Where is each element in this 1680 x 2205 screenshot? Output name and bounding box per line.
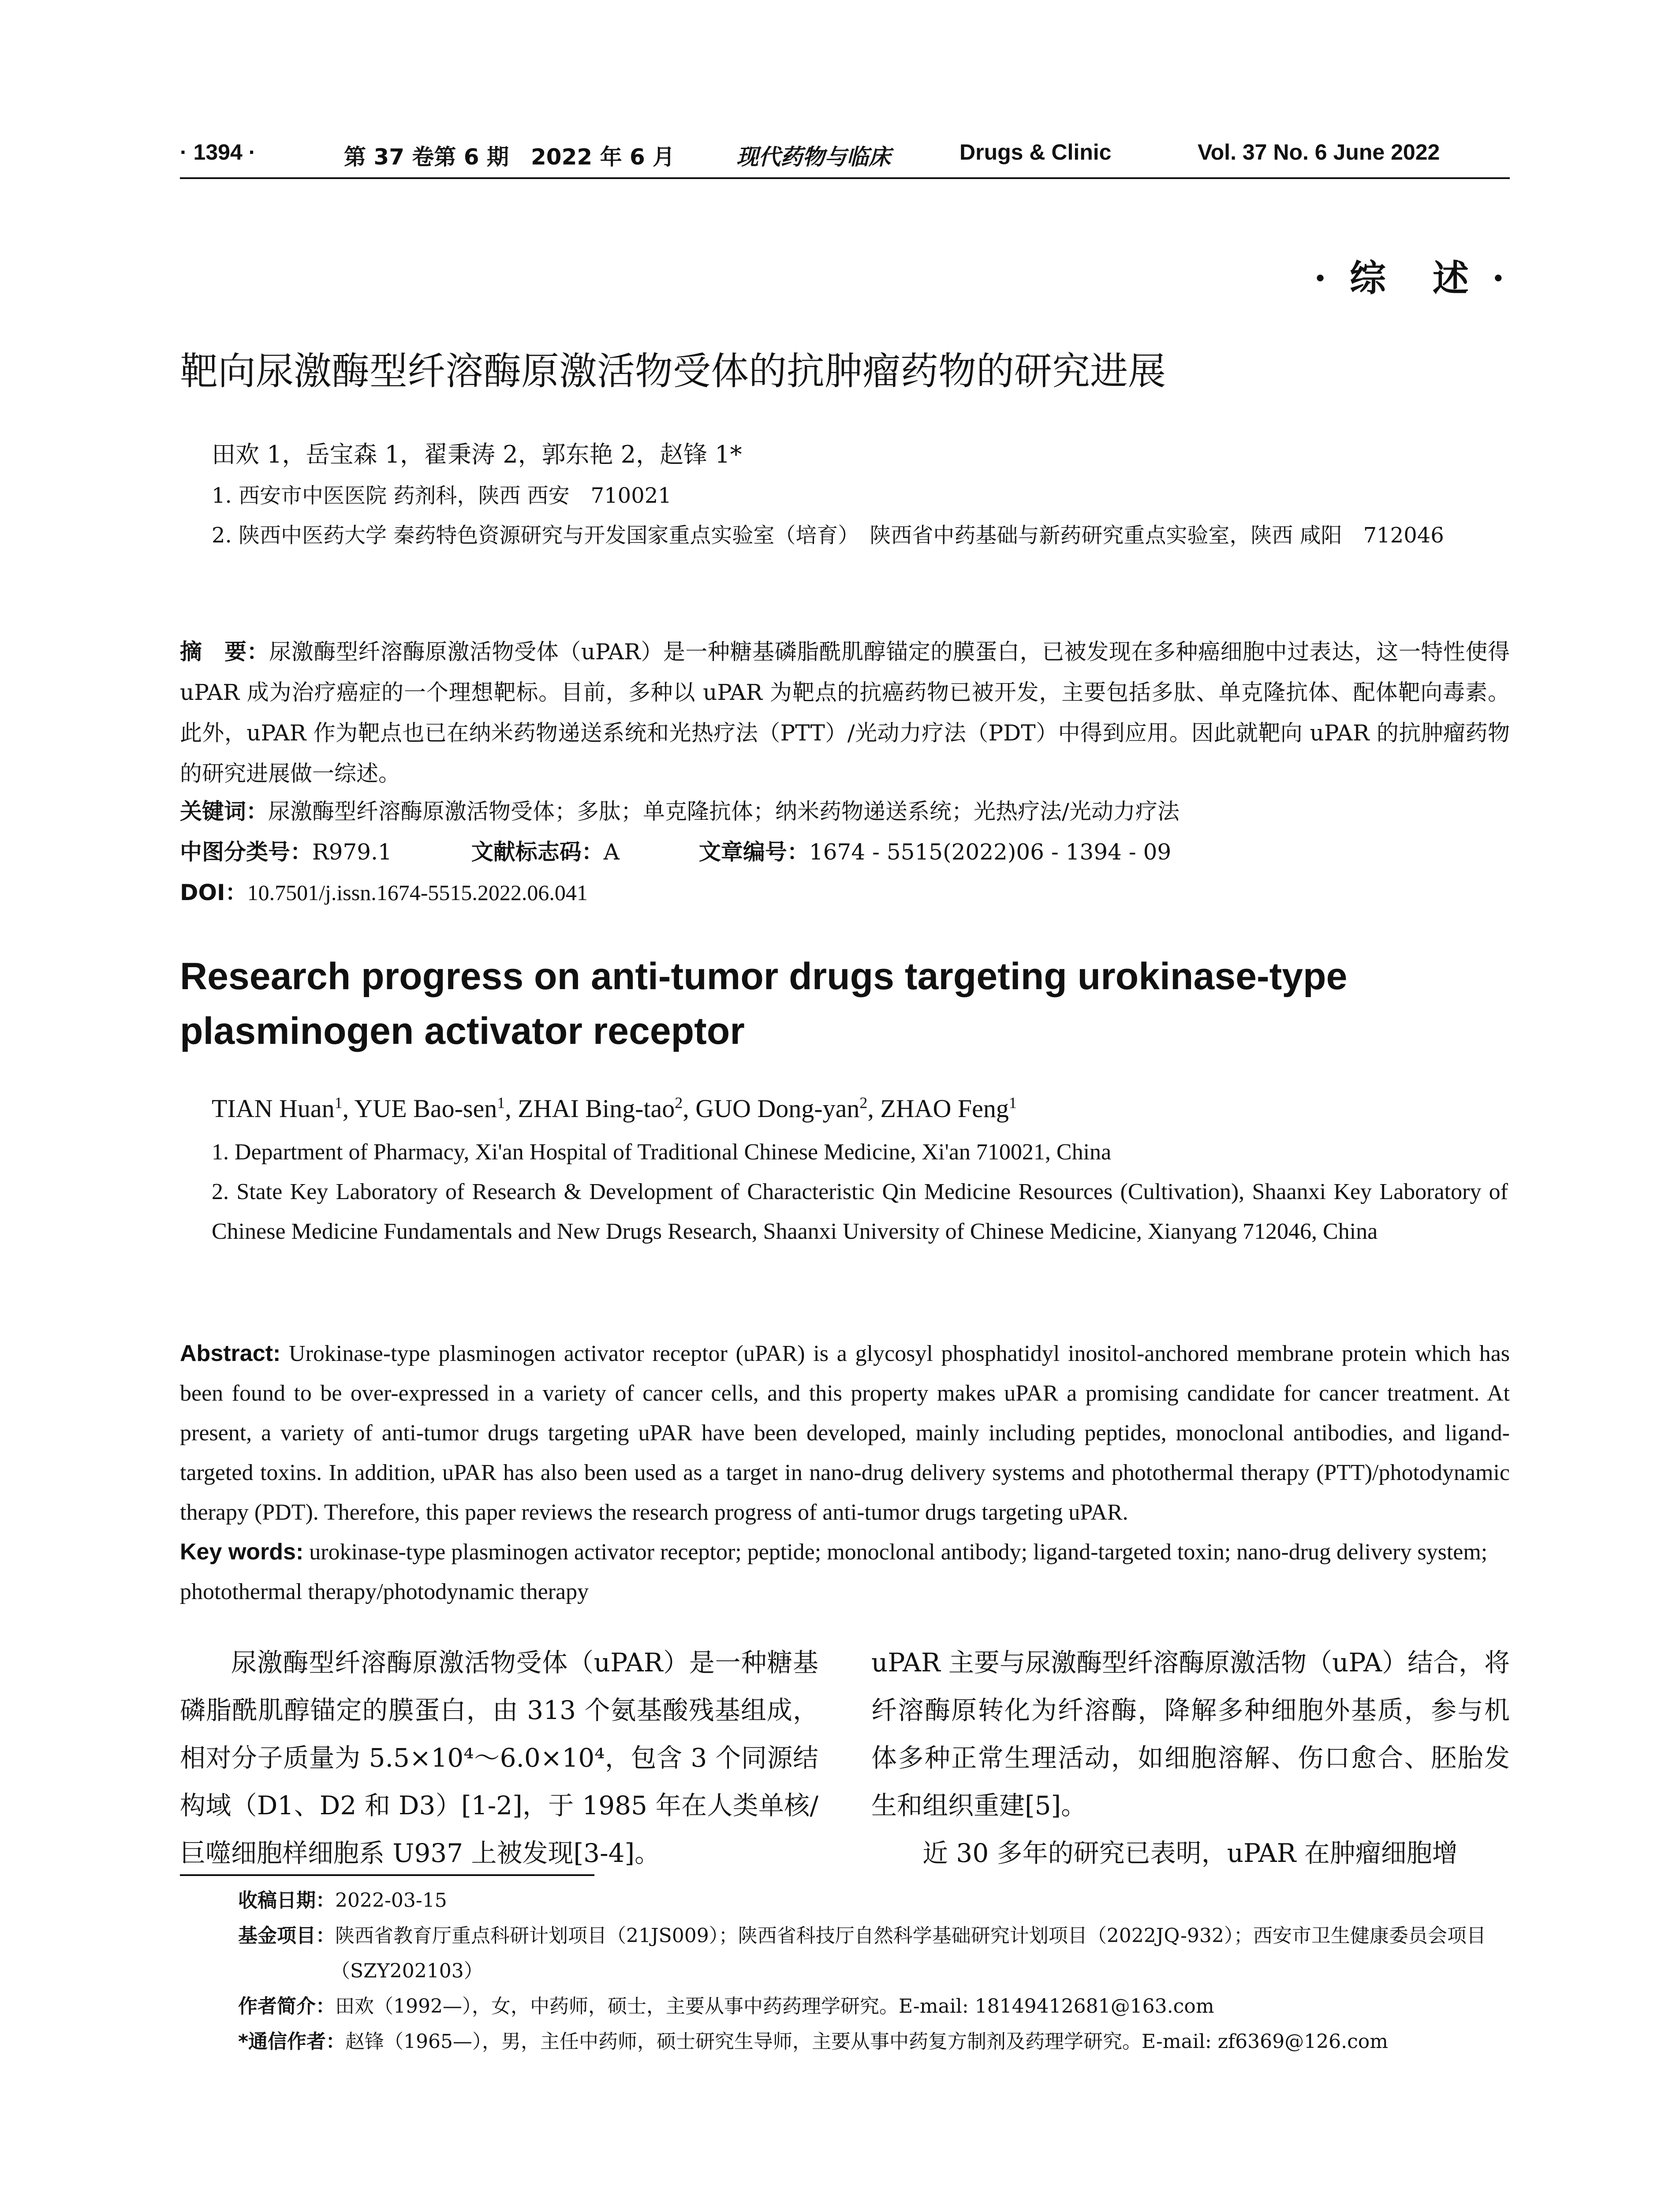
title-en: Research progress on anti-tumor drugs targeting urokinase-type plasminogen activator receptor (180, 955, 1348, 1052)
abstract-en-label: Abstract: (180, 1341, 281, 1366)
footnote-rule (180, 1874, 594, 1876)
keywords-en-text: urokinase-type plasminogen activator receptor; peptide; monoclonal antibody; ligand-targeted toxin; nano-drug delivery system; photothermal therapy/photodynamic therapy (180, 1540, 1488, 1604)
author-en-1: TIAN Huan$^1$, (212, 1094, 355, 1123)
header-rule (180, 177, 1510, 179)
abstract-cn (180, 632, 1510, 794)
title-cn: 靶向尿激酶型纤溶酶原激活物受体的抗肿瘤药物的研究进展 (180, 349, 1166, 393)
body-column-right (871, 1639, 1510, 1877)
author-en-3: ZHAI Bing-tao$^2$, (518, 1094, 696, 1123)
affiliation-en-1: 1. Department of Pharmacy, Xi'an Hospital of Traditional Chinese Medicine, Xi'an 710021, China (212, 1140, 1112, 1165)
header-volume-cn: 第 37 卷第 6 期 2022 年 6 月 (344, 144, 675, 170)
article-number-label: 文章编号： (698, 839, 809, 865)
header-journal-en: Drugs & Clinic (959, 140, 1112, 164)
body-column-left (180, 1639, 818, 1877)
doi-line (180, 875, 588, 907)
author-bio-value: 田欢（1992—），女，中药师，硕士，主要从事中药药理学研究。E-mail: 18149412681@163.com (335, 1995, 1214, 2018)
affiliation-cn-1: 1. 西安市中医医院 药剂科，陕西 西安 710021 (212, 483, 672, 508)
doi-value: 10.7501/j.issn.1674-5515.2022.06.041 (247, 880, 588, 905)
clc-value: R979.1 (312, 839, 392, 865)
abstract-cn-label: 摘 要： (180, 639, 269, 665)
corresponding-value: 赵锋（1965—），男，主任中药师，硕士研究生导师，主要从事中药复方制剂及药理学研究。E-mail: zf6369@126.com (345, 2030, 1388, 2053)
author-en-4: GUO Dong-yan$^2$, (695, 1094, 881, 1123)
keywords-cn-text: 尿激酶型纤溶酶原激活物受体；多肽；单克隆抗体；纳米药物递送系统；光热疗法/光动力疗法 (268, 799, 1180, 824)
doc-code-label: 文献标志码： (471, 839, 604, 865)
fund-label: 基金项目： (238, 1925, 335, 1947)
authors-cn: 田欢 1，岳宝森 1，翟秉涛 2，郭东艳 2，赵锋 1* (212, 441, 742, 468)
abstract-en (180, 1334, 1510, 1532)
keywords-en (180, 1532, 1510, 1612)
received-label: 收稿日期： (238, 1889, 335, 1912)
body-paragraph-3: 近 30 多年的研究已表明，uPAR 在肿瘤细胞增 (922, 1838, 1458, 1868)
classification-line (180, 834, 1171, 866)
keywords-cn (180, 794, 1180, 826)
footnote-fund (238, 1918, 1508, 1989)
author-en-2: YUE Bao-sen$^1$, (354, 1094, 518, 1123)
section-tag: · 综 述 · (1314, 257, 1510, 299)
affiliation-cn-2: 2. 陕西中医药大学 秦药特色资源研究与开发国家重点实验室（培育） 陕西省中药基础与新药研究重点实验室，陕西 咸阳 712046 (212, 523, 1444, 548)
doc-code-value: A (603, 839, 620, 865)
clc-label: 中图分类号： (180, 839, 312, 865)
keywords-en-label: Key words: (180, 1539, 304, 1565)
footnote-received (238, 1883, 1508, 1918)
corresponding-label: *通信作者： (238, 2030, 346, 2053)
keywords-cn-label: 关键词： (180, 799, 268, 824)
abstract-en-text: Urokinase-type plasminogen activator receptor (uPAR) is a glycosyl phosphatidyl inositol-anchored membrane protein which has been found to be over-expressed in a variety of cancer cells, and this property makes uPAR a promising candidate for cancer treatment. At present, a variety of anti-tumor drugs targeting uPAR have been developed, mainly including peptides, monoclonal antibodies, and ligand-targeted toxins. In addition, uPAR has also been used as a target in nano-drug delivery systems and photothermal therapy (PTT)/photodynamic therapy (PDT). Therefore, this paper reviews the research progress of anti-tumor drugs targeting uPAR. (180, 1341, 1510, 1525)
body-paragraph-1: 尿激酶型纤溶酶原激活物受体（uPAR）是一种糖基磷脂酰肌醇锚定的膜蛋白，由 313 个氨基酸残基组成，相对分子质量为 5.5×10⁴～6.0×10⁴，包含 3 个同源结构域（D1、D2 和 D3）[1-2]，于 1985 年在人类单核/巨噬细胞样细胞系 U937 上被发现[3-4]。 (180, 1648, 818, 1868)
body-paragraph-2: uPAR 主要与尿激酶型纤溶酶原激活物（uPA）结合，将纤溶酶原转化为纤溶酶，降解多种细胞外基质，参与机体多种正常生理活动，如细胞溶解、伤口愈合、胚胎发生和组织重建[5]。 (871, 1648, 1510, 1820)
footnote-corresponding (238, 2024, 1508, 2059)
header-volume-en: Vol. 37 No. 6 June 2022 (1198, 140, 1440, 164)
doi-label: DOI： (180, 880, 247, 905)
header-journal-cn: 现代药物与临床 (736, 144, 891, 170)
affiliation-en-2: 2. State Key Laboratory of Research & Development of Characteristic Qin Medicine Resources (Cultivation), Shaanxi Key Laboratory of Chinese Medicine Fundamentals and New Drugs Research, Shaanxi University of Chinese Medicine, Xianyang 712046, China (212, 1179, 1508, 1244)
authors-en (212, 1094, 1017, 1123)
page-number: · 1394 · (180, 140, 256, 164)
abstract-cn-text: 尿激酶型纤溶酶原激活物受体（uPAR）是一种糖基磷脂酰肌醇锚定的膜蛋白，已被发现在多种癌细胞中过表达，这一特性使得 uPAR 成为治疗癌症的一个理想靶标。目前，多种以 uPAR 为靶点的抗癌药物已被开发，主要包括多肽、单克隆抗体、配体靶向毒素。此外，uPAR 作为靶点也已在纳米药物递送系统和光热疗法（PTT）/光动力疗法（PDT）中得到应用。因此就靶向 uPAR 的抗肿瘤药物的研究进展做一综述。 (180, 639, 1510, 786)
fund-value: 陕西省教育厅重点科研计划项目（21JS009）；陕西省科技厅自然科学基础研究计划项目（2022JQ-932）；西安市卫生健康委员会项目（SZY202103） (331, 1925, 1486, 1982)
footnote-author-bio (238, 1989, 1508, 2024)
author-bio-label: 作者简介： (238, 1995, 335, 2018)
article-number-value: 1674 - 5515(2022)06 - 1394 - 09 (809, 839, 1172, 865)
received-value: 2022-03-15 (335, 1889, 447, 1912)
author-en-5: ZHAO Feng$^1$ (880, 1094, 1017, 1123)
